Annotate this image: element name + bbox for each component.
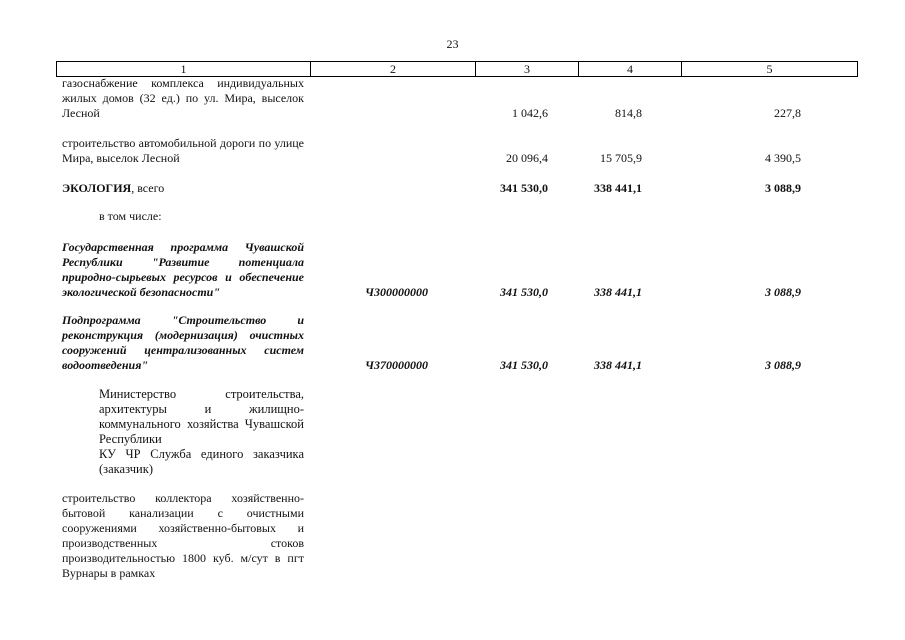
row-value-col4: 814,8 xyxy=(615,106,642,120)
section-title: ЭКОЛОГИЯ xyxy=(62,181,132,195)
page-number: 23 xyxy=(446,37,459,51)
section-title-suffix: , всего xyxy=(131,181,165,195)
row-description: КУ ЧР Служба единого заказчика (заказчик) xyxy=(99,447,304,476)
row-value-col3: 341 530,0 xyxy=(500,358,548,372)
row-code: Ч370000000 xyxy=(365,358,428,372)
row-value-col3: 341 530,0 xyxy=(500,181,548,195)
row-code: Ч300000000 xyxy=(365,285,428,299)
row-description xyxy=(62,181,304,196)
column-header-4: 4 xyxy=(579,62,682,77)
column-header-5: 5 xyxy=(682,62,858,77)
row-value-col4: 338 441,1 xyxy=(594,358,642,372)
row-value-col4: 338 441,1 xyxy=(594,181,642,195)
row-description: строительство коллектора хозяйственно-бытовой канализации с очистными сооружениями хозяйственно-бытовых и производственных стоков производительностью 1800 куб. м/сут в пгт Вурнары в рамках xyxy=(62,491,304,580)
row-value-col5: 3 088,9 xyxy=(765,181,801,195)
column-header-2: 2 xyxy=(311,62,476,77)
row-description: в том числе: xyxy=(99,209,162,223)
row-value-col5: 3 088,9 xyxy=(765,285,801,299)
column-header-1: 1 xyxy=(57,62,311,77)
row-value-col5: 3 088,9 xyxy=(765,358,801,372)
row-value-col3: 341 530,0 xyxy=(500,285,548,299)
row-value-col5: 227,8 xyxy=(774,106,801,120)
row-description: строительство автомобильной дороги по улице Мира, выселок Лесной xyxy=(62,136,304,165)
column-header-3: 3 xyxy=(476,62,579,77)
row-value-col4: 338 441,1 xyxy=(594,285,642,299)
row-value-col3: 20 096,4 xyxy=(506,151,548,165)
column-number-row xyxy=(57,62,858,77)
row-description: Государственная программа Чувашской Республики "Развитие потенциала природно-сырьевых ресурсов и обеспечение экологической безопасности" xyxy=(62,240,304,299)
row-description: Министерство строительства, архитектуры и жилищно-коммунального хозяйства Чувашской Республики xyxy=(99,387,304,446)
row-description: газоснабжение комплекса индивидуальных жилых домов (32 ед.) по ул. Мира, выселок Лесной xyxy=(62,76,304,120)
row-value-col5: 4 390,5 xyxy=(765,151,801,165)
row-value-col3: 1 042,6 xyxy=(512,106,548,120)
row-value-col4: 15 705,9 xyxy=(600,151,642,165)
row-description: Подпрограмма "Строительство и реконструкция (модернизация) очистных сооружений централизованных систем водоотведения" xyxy=(62,313,304,372)
column-header-table xyxy=(56,61,858,77)
